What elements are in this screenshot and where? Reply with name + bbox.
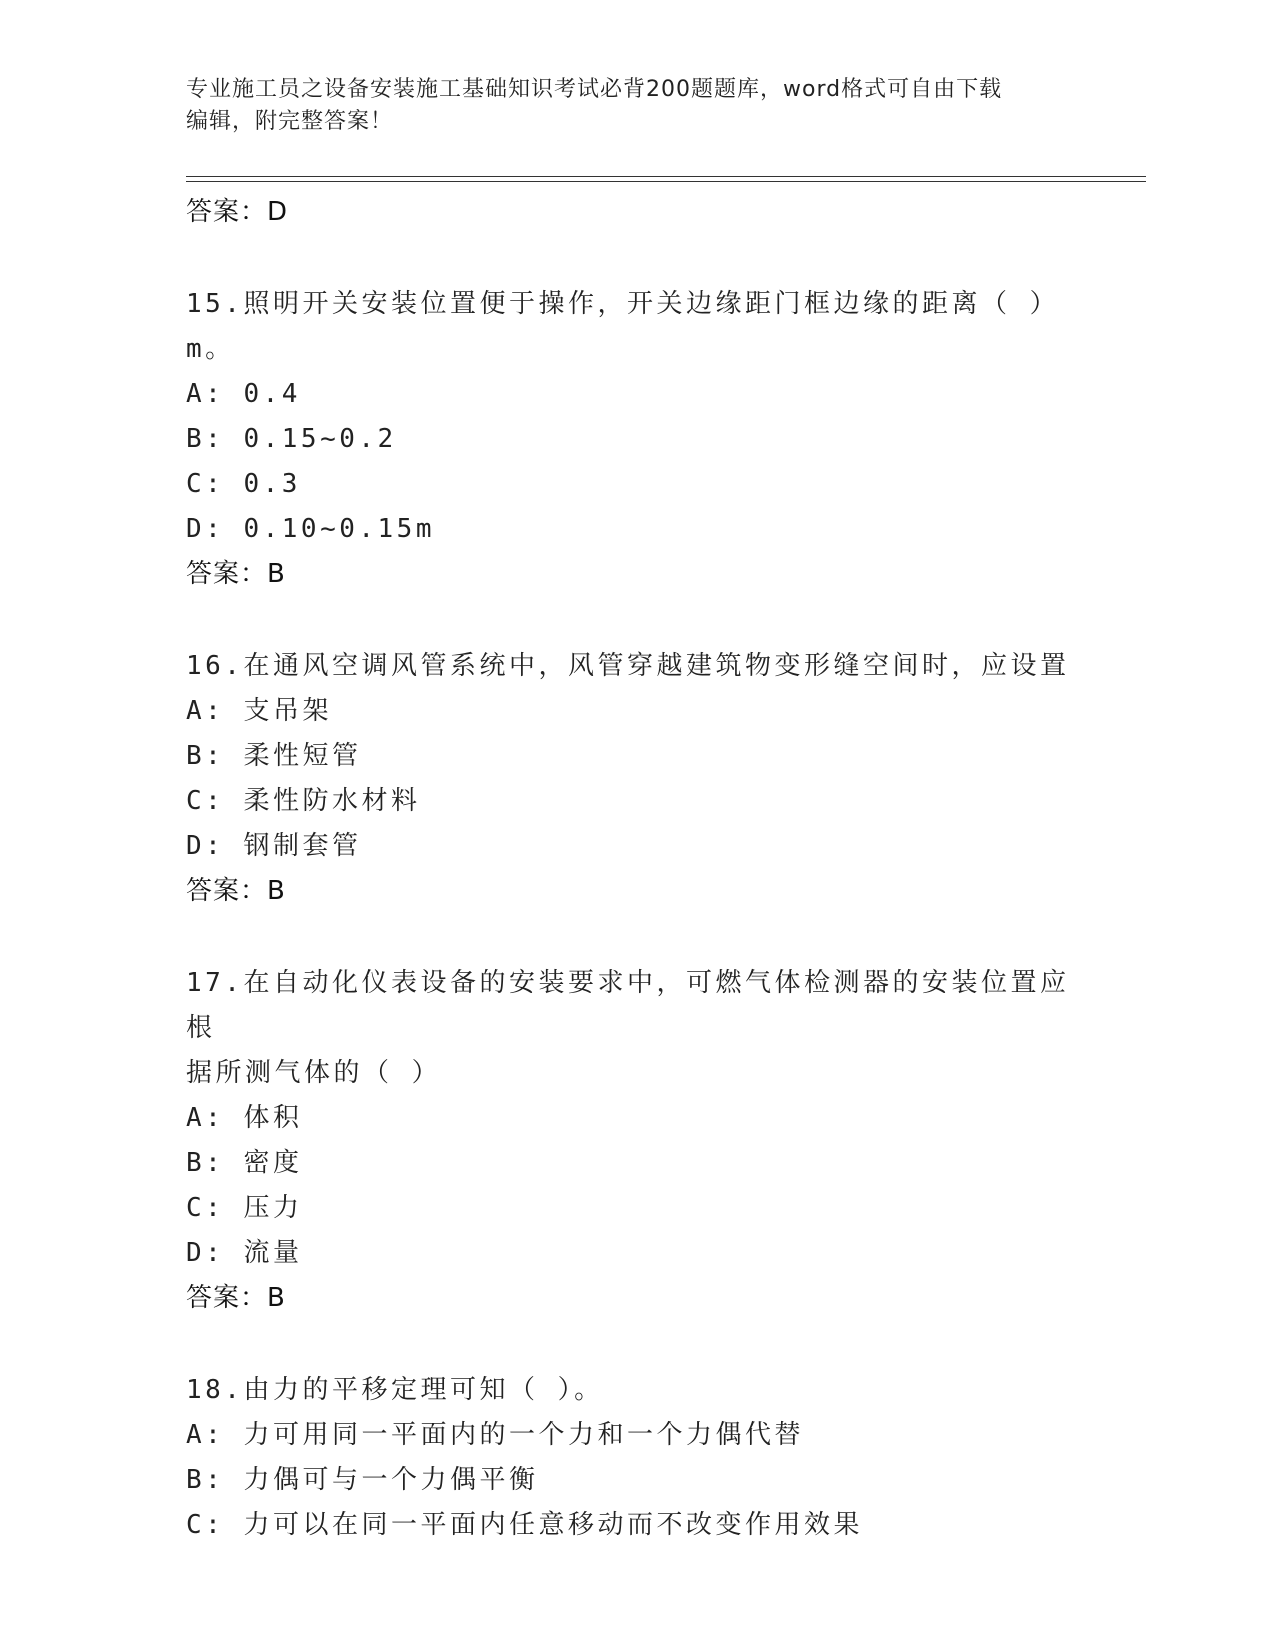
answer: 答案：B bbox=[186, 1283, 286, 1313]
option-b: B: 0.15~0.2 bbox=[186, 424, 397, 454]
question-15 bbox=[186, 282, 1086, 597]
answer: 答案：B bbox=[186, 876, 286, 906]
option-c: C: 0.3 bbox=[186, 469, 301, 499]
answer: 答案：B bbox=[186, 559, 286, 589]
spacer bbox=[186, 235, 1086, 282]
option-a: A: 0.4 bbox=[186, 379, 301, 409]
header-line-2: 编辑，附完整答案！ bbox=[186, 109, 394, 134]
spacer bbox=[186, 1321, 1086, 1368]
question-18 bbox=[186, 1368, 1086, 1548]
option-c: C: 压力 bbox=[186, 1193, 303, 1223]
option-a: A: 体积 bbox=[186, 1103, 303, 1133]
question-stem-line-1: 17.在自动化仪表设备的安装要求中，可燃气体检测器的安装位置应根 bbox=[186, 968, 1070, 1043]
header-divider-top bbox=[186, 176, 1146, 177]
previous-answer: 答案：D bbox=[186, 197, 289, 227]
option-b: B: 密度 bbox=[186, 1148, 303, 1178]
option-d: D: 0.10~0.15m bbox=[186, 514, 435, 544]
option-b: B: 柔性短管 bbox=[186, 741, 362, 771]
spacer bbox=[186, 914, 1086, 961]
document-header bbox=[186, 74, 1086, 138]
header-line-1: 专业施工员之设备安装施工基础知识考试必背200题题库，word格式可自由下载 bbox=[186, 77, 1003, 102]
question-16 bbox=[186, 644, 1086, 914]
question-stem-line-2: 据所测气体的（ ） bbox=[186, 1058, 442, 1088]
question-stem: 16.在通风空调风管系统中，风管穿越建筑物变形缝空间时，应设置 bbox=[186, 651, 1070, 681]
question-stem: 15.照明开关安装位置便于操作，开关边缘距门框边缘的距离（ ）m。 bbox=[186, 289, 1060, 364]
option-d: D: 流量 bbox=[186, 1238, 303, 1268]
option-c: C: 力可以在同一平面内任意移动而不改变作用效果 bbox=[186, 1510, 863, 1540]
option-b: B: 力偶可与一个力偶平衡 bbox=[186, 1465, 539, 1495]
question-list bbox=[186, 190, 1086, 1548]
spacer bbox=[186, 597, 1086, 644]
option-c: C: 柔性防水材料 bbox=[186, 786, 421, 816]
header-divider-bottom bbox=[186, 181, 1146, 182]
option-a: A: 力可用同一平面内的一个力和一个力偶代替 bbox=[186, 1420, 804, 1450]
option-a: A: 支吊架 bbox=[186, 696, 332, 726]
option-d: D: 钢制套管 bbox=[186, 831, 362, 861]
question-17 bbox=[186, 961, 1086, 1321]
question-stem: 18.由力的平移定理可知（ ）。 bbox=[186, 1375, 604, 1405]
